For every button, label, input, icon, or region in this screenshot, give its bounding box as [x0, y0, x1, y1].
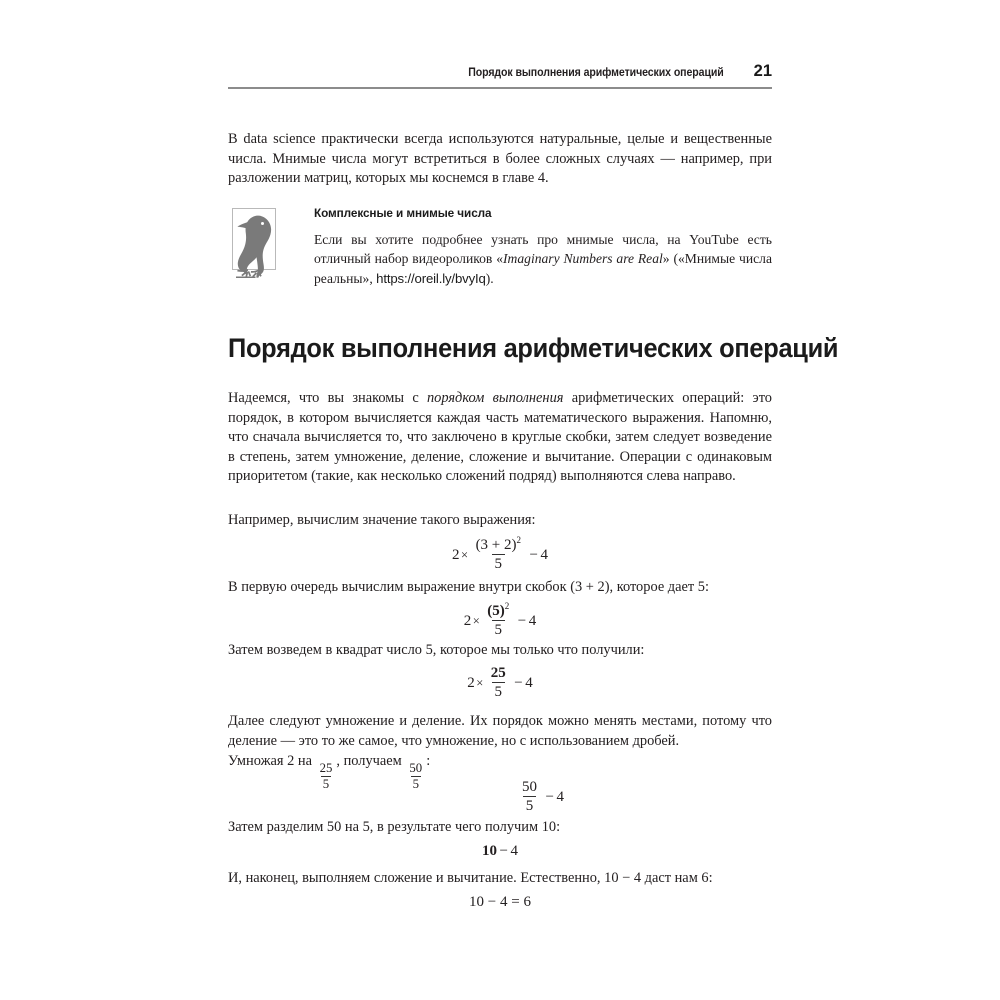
- p6-f2-den: 5: [412, 776, 419, 791]
- f4-fraction: [519, 780, 540, 814]
- paragraph-5: Далее следуют умножение и деление. Их порядок можно менять местами, потому что деление — это то же самое, что умножение, но с использованием дробей.: [228, 713, 772, 749]
- running-head-title: Порядок выполнения арифметических операций: [468, 67, 724, 79]
- f4-tail-op: −: [545, 788, 554, 805]
- p1-part2: арифметических операций: это порядок, в котором вычисляется каждая часть математического выражения. Напомню, что сначала вычисляется то, что заключено в круглые скобки, затем следует возведение в степень, затем умножение, деление, сложение и вычитание. Операции с одинаковым приоритетом (такие, как несколько сложений подряд) выполняются слева направо.: [228, 390, 772, 485]
- paragraph-8-block: [228, 869, 772, 889]
- f3-numerator: 25: [490, 665, 506, 681]
- f5-tail: 4: [510, 843, 518, 859]
- p6-f1-num: 25: [319, 761, 333, 776]
- p1-italic: порядком выполнения: [426, 390, 564, 406]
- f3-times: ×: [476, 675, 484, 690]
- f3-fraction: [488, 666, 509, 700]
- f1-exponent: 2: [516, 535, 522, 545]
- running-head: [228, 62, 772, 81]
- f1-times: ×: [461, 547, 469, 562]
- p3-after: , которое дает 5:: [609, 579, 709, 595]
- paragraph-3-block: [228, 578, 772, 598]
- p6-middle: , получаем: [336, 753, 406, 769]
- f6-expression: 10 − 4 = 6: [469, 894, 531, 910]
- paragraph-8: И, наконец, выполняем сложение и вычитание. Естественно, 10 − 4 даст нам 6:: [228, 870, 713, 886]
- note-text-end: ).: [485, 270, 494, 286]
- paragraph-1: [228, 389, 772, 487]
- f1-tail-op: −: [529, 546, 538, 563]
- f1-tail: 4: [540, 546, 548, 563]
- f5-tail-op: −: [499, 843, 508, 859]
- p6-f2-num: 50: [409, 761, 423, 776]
- note-icon-wrapper: [228, 206, 278, 284]
- p6-after: :: [426, 753, 431, 769]
- crow-icon: [231, 210, 279, 284]
- f1-fraction: [473, 535, 524, 572]
- intro-paragraph: В data science практически всегда используются натуральные, целые и вещественные числа. Мнимые числа могут встретиться в более сложных случаях — например, при разложении матриц, которых мы коснемся в главе 4.: [228, 131, 772, 187]
- paragraph-7: Затем разделим 50 на 5, в результате чего получим 10:: [228, 819, 561, 835]
- f4-numerator: 50: [522, 779, 538, 795]
- header-rule: [228, 87, 772, 89]
- f3-tail: 4: [525, 674, 533, 691]
- paragraph-3: [228, 578, 772, 598]
- section-heading: Порядок выполнения арифметических операций: [228, 333, 839, 363]
- f2-num-text: (5): [487, 603, 505, 619]
- f4-denominator: 5: [523, 796, 537, 814]
- paragraph-1-block: [228, 389, 772, 487]
- paragraph-5-block: [228, 712, 772, 751]
- formula-6: [228, 894, 772, 911]
- p3-paren: (3 + 2): [570, 579, 610, 595]
- paragraph-4-block: [228, 641, 772, 661]
- f2-fraction: [484, 601, 512, 638]
- note-italic-title: Imaginary Numbers are Real: [503, 251, 663, 267]
- f3-tail-op: −: [514, 674, 523, 691]
- formula-4: [228, 779, 812, 814]
- f3-lead: 2: [467, 674, 475, 691]
- formula-1: [228, 535, 772, 572]
- p1-part1: Надеемся, что вы знакомы с: [228, 390, 427, 406]
- f1-numerator: [473, 535, 524, 554]
- note-text-before: Если вы хотите подробнее узнать про мнимые числа, на YouTube есть отличный набор видеороликов «: [314, 232, 772, 267]
- note-url[interactable]: https://oreil.ly/bvyIq: [376, 270, 486, 286]
- formula-2: [228, 601, 772, 638]
- note-callout: [228, 206, 772, 288]
- paragraph-2: Например, вычислим значение такого выражения:: [228, 512, 536, 528]
- paragraph-2-block: [228, 511, 772, 531]
- f2-numerator: [484, 601, 512, 620]
- f4-tail: 4: [556, 788, 564, 805]
- f2-tail-op: −: [517, 612, 527, 629]
- f2-exponent: 2: [504, 601, 510, 611]
- f3-denominator: 5: [492, 682, 506, 700]
- f2-times: ×: [472, 613, 480, 628]
- note-text: [314, 230, 772, 288]
- note-title: Комплексные и мнимые числа: [314, 206, 492, 220]
- formula-5: [228, 843, 772, 860]
- paragraph-4: Затем возведем в квадрат число 5, которое мы только что получили:: [228, 642, 645, 658]
- f2-tail: 4: [528, 612, 537, 629]
- f2-lead: 2: [463, 612, 472, 629]
- f1-lead: 2: [452, 546, 460, 563]
- paragraph-7-block: [228, 818, 772, 838]
- page-number: 21: [753, 62, 772, 80]
- p6-before: Умножая 2 на: [228, 753, 316, 769]
- note-text-after: » («Мнимые числа реальны»,: [314, 251, 772, 286]
- p6-f1-den: 5: [322, 776, 330, 791]
- f1-num-text: (3 + 2): [475, 537, 517, 553]
- formula-3: [228, 666, 772, 700]
- f2-denominator: 5: [492, 620, 506, 638]
- note-body: [314, 206, 772, 288]
- f5-lead: 10: [482, 843, 498, 859]
- p3-before: В первую очередь вычислим выражение внутри скобок: [228, 579, 571, 595]
- intro-paragraph-block: [228, 130, 772, 189]
- f1-denominator: 5: [492, 554, 506, 572]
